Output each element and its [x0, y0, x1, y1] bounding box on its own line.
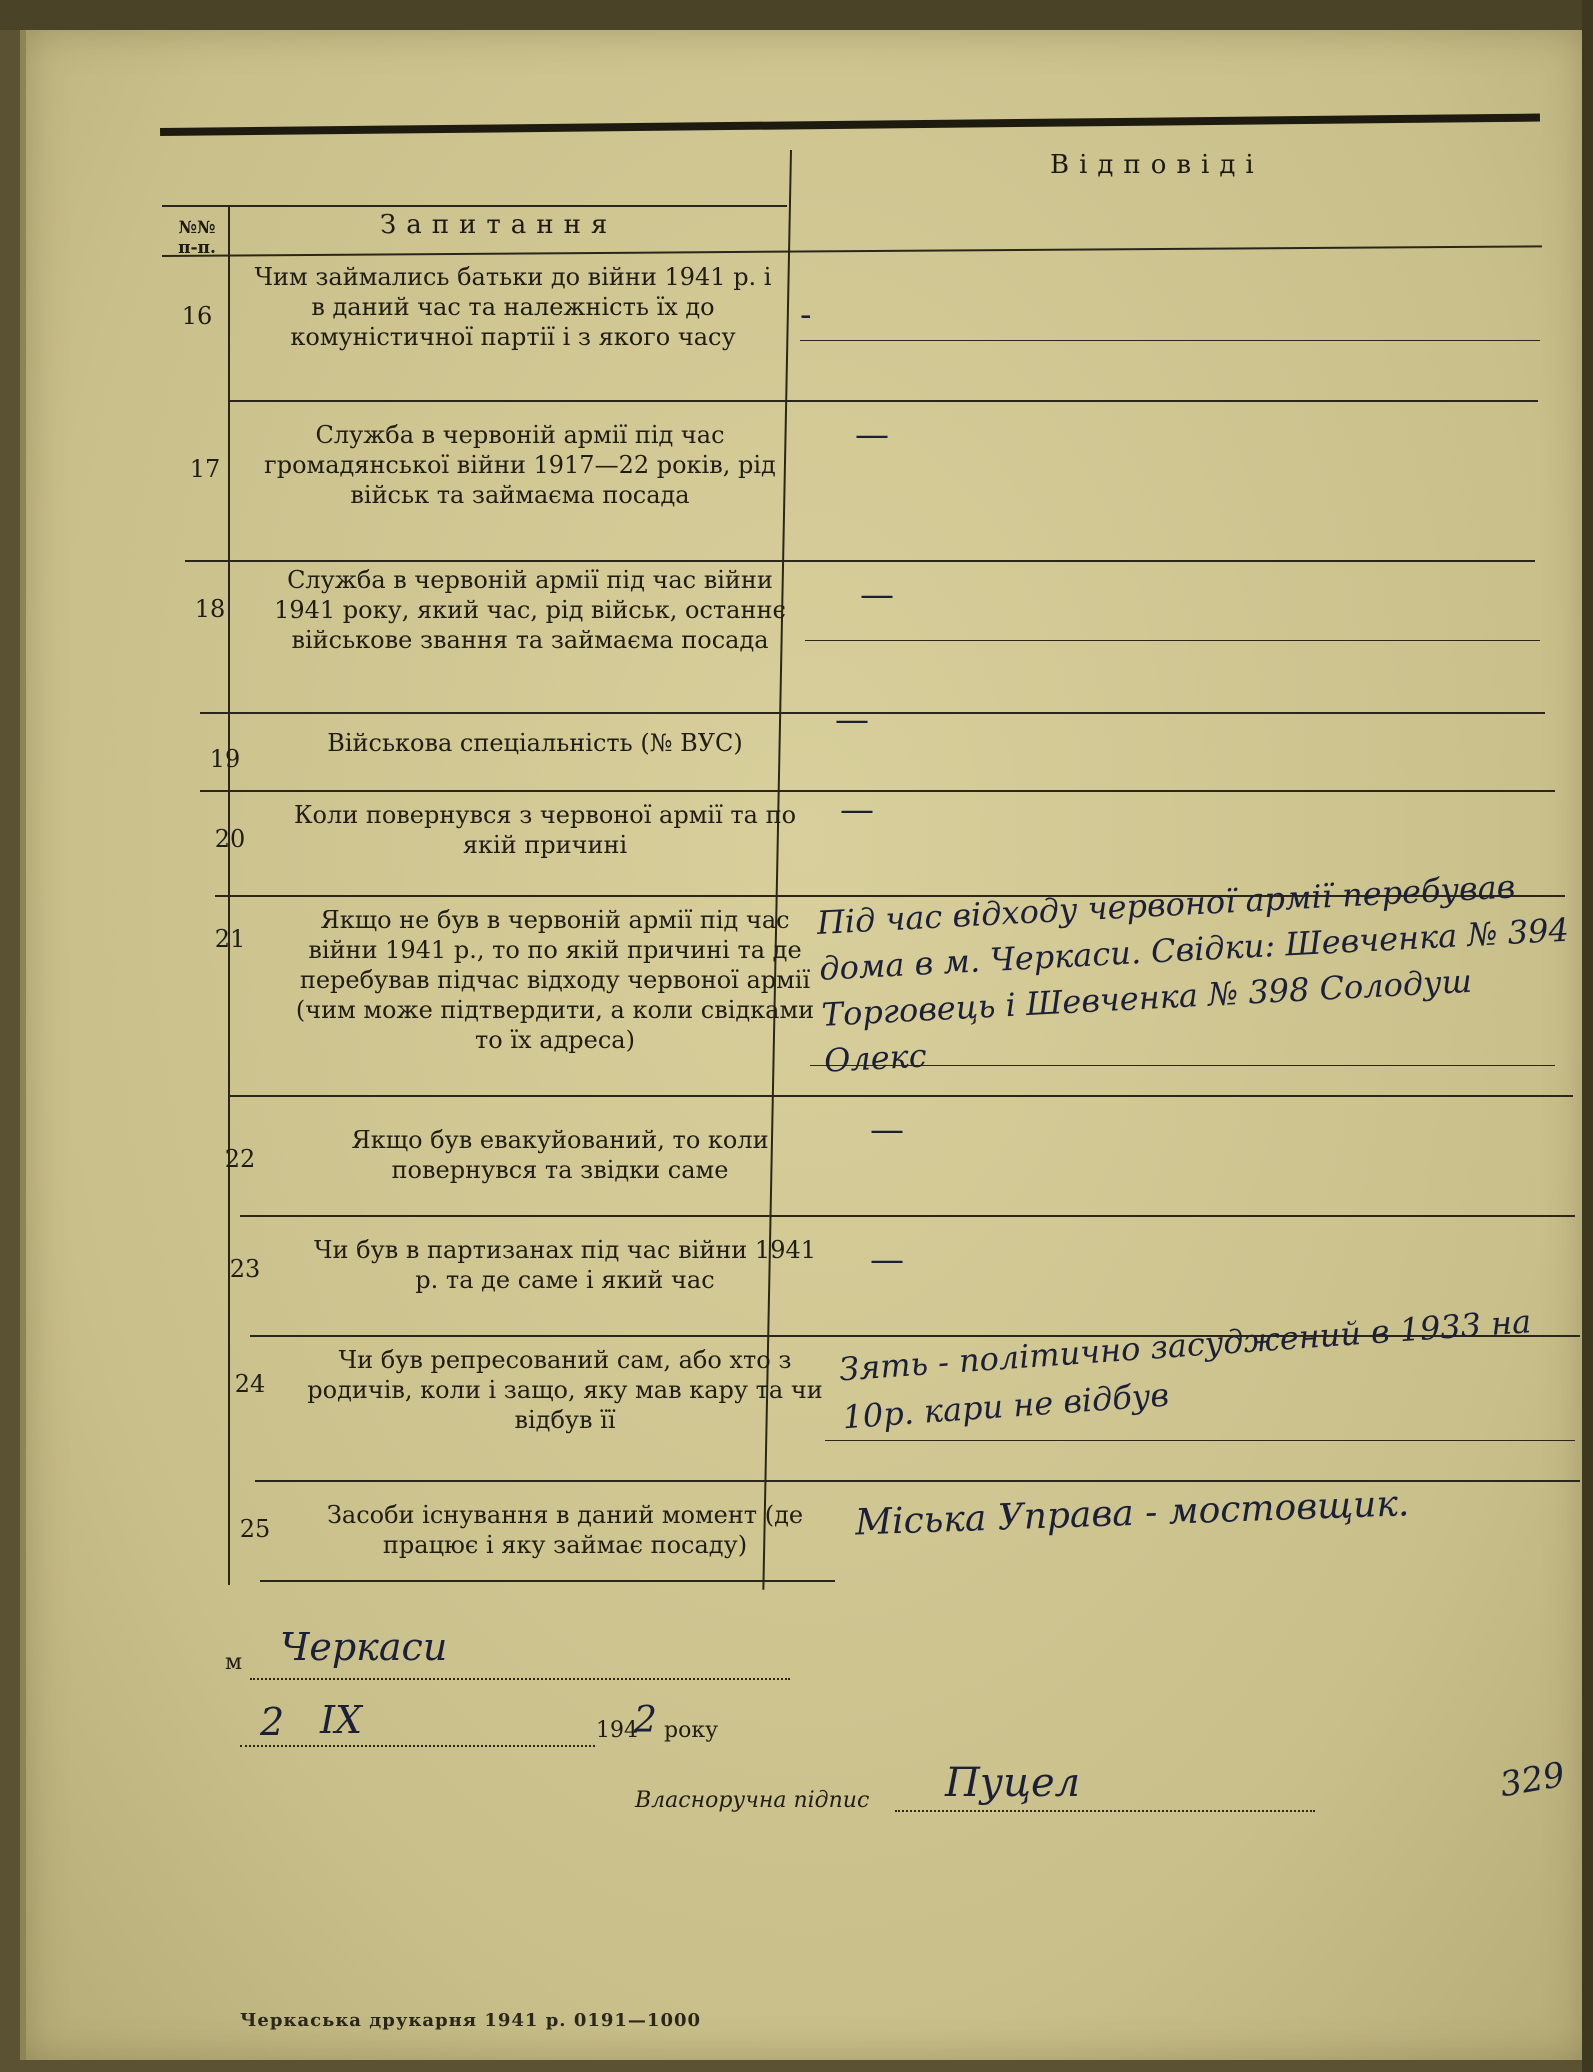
header-answers-label: Відповіді [1050, 150, 1264, 180]
row-number: 19 [209, 745, 241, 773]
printer-imprint: Черкаська друкарня 1941 р. 0191—1000 [240, 2010, 702, 2031]
table-bottom-line [260, 1580, 835, 1582]
row-answer-handwritten: Зять - політично засуджений в 1933 на 10р. кари не відбув [837, 1302, 1533, 1437]
row-number: 22 [224, 1145, 256, 1173]
year-prefix: 194 [596, 1718, 638, 1743]
row-answer: — [855, 415, 889, 455]
header-number-label: №№ п-п. [178, 218, 216, 258]
header-top-line [162, 205, 787, 207]
row-number: 16 [181, 302, 213, 330]
city-handwritten: Черкаси [280, 1625, 448, 1669]
answer-underline [805, 640, 1540, 641]
row-answer-handwritten: Під час відходу червоної армії перебував дома в м. Черкаси. Свідки: Шевченка № 394 Торговець і Шевченка № 398 Солодуш Олекс [815, 867, 1570, 1080]
row-answer: — [870, 1110, 904, 1150]
row-answer: — [835, 700, 869, 740]
row-answer-handwritten: Міська Управа - мостовщик. [854, 1483, 1410, 1544]
answer-underline [800, 340, 1540, 341]
row-separator [255, 1480, 1580, 1482]
year-digit: 2 [634, 1700, 657, 1741]
answer-underline [825, 1440, 1575, 1441]
row-answer: - [800, 295, 812, 335]
row-question: Якщо не був в червоній армії під час війни 1941 р., то по якій причині та де перебував підчас відходу червоної армії (чим може підтвердити, а коли свідками то їх адреса) [295, 906, 815, 1054]
city-prefix: м [225, 1650, 243, 1675]
row-answer: — [840, 790, 874, 830]
row-question: Коли повернувся з червоної армії та по якій причині [293, 801, 797, 859]
row-separator [200, 790, 1555, 792]
row-number: 18 [194, 595, 226, 623]
row-number: 23 [229, 1255, 261, 1283]
signature-line [895, 1810, 1315, 1812]
row-separator [228, 1095, 1573, 1097]
row-question: Чим займались батьки до війни 1941 р. і в даний час та належність їх до комуністичної партії і з якого часу [254, 263, 772, 351]
row-question: Якщо був евакуйований, то коли повернувся та звідки саме [351, 1126, 769, 1184]
row-question: Чи був в партизанах під час війни 1941 р. та де саме і який час [313, 1236, 817, 1294]
side-number-handwritten: 329 [1497, 1754, 1568, 1806]
date-line [240, 1745, 595, 1747]
row-question: Військова спеціальність (№ ВУС) [327, 729, 743, 757]
signature-label: Власноручна підпис [635, 1788, 870, 1813]
city-line [250, 1678, 790, 1680]
row-separator [185, 560, 1535, 562]
row-question: Служба в червоній армії під час громадянської війни 1917—22 років, рід військ та займаєма посада [264, 421, 776, 509]
row-question: Чи був репресований сам, або хто з родичів, коли і защо, яку мав кару та чи відбув її [307, 1346, 823, 1434]
row-number: 25 [239, 1515, 271, 1543]
date-day: 2 [260, 1700, 285, 1744]
row-number: 17 [189, 455, 221, 483]
row-separator [240, 1215, 1575, 1217]
date-month: IX [320, 1698, 363, 1742]
row-separator [200, 712, 1545, 714]
row-number: 21 [214, 925, 246, 953]
row-separator [228, 400, 1538, 402]
row-number: 20 [214, 825, 246, 853]
row-answer: — [870, 1240, 904, 1280]
row-question: Служба в червоній армії під час війни 1941 року, який час, рід військ, останнє військове звання та займаєма посада [274, 566, 786, 654]
header-questions-label: Запитання [380, 210, 618, 240]
year-suffix: року [664, 1718, 719, 1743]
row-number: 24 [234, 1370, 266, 1398]
row-answer: — [860, 575, 894, 615]
row-question: Засоби існування в даний момент (де працює і яку займає посаду) [326, 1501, 804, 1559]
signature-handwritten: Пуцел [945, 1760, 1081, 1806]
page-top-edge [0, 0, 1593, 30]
